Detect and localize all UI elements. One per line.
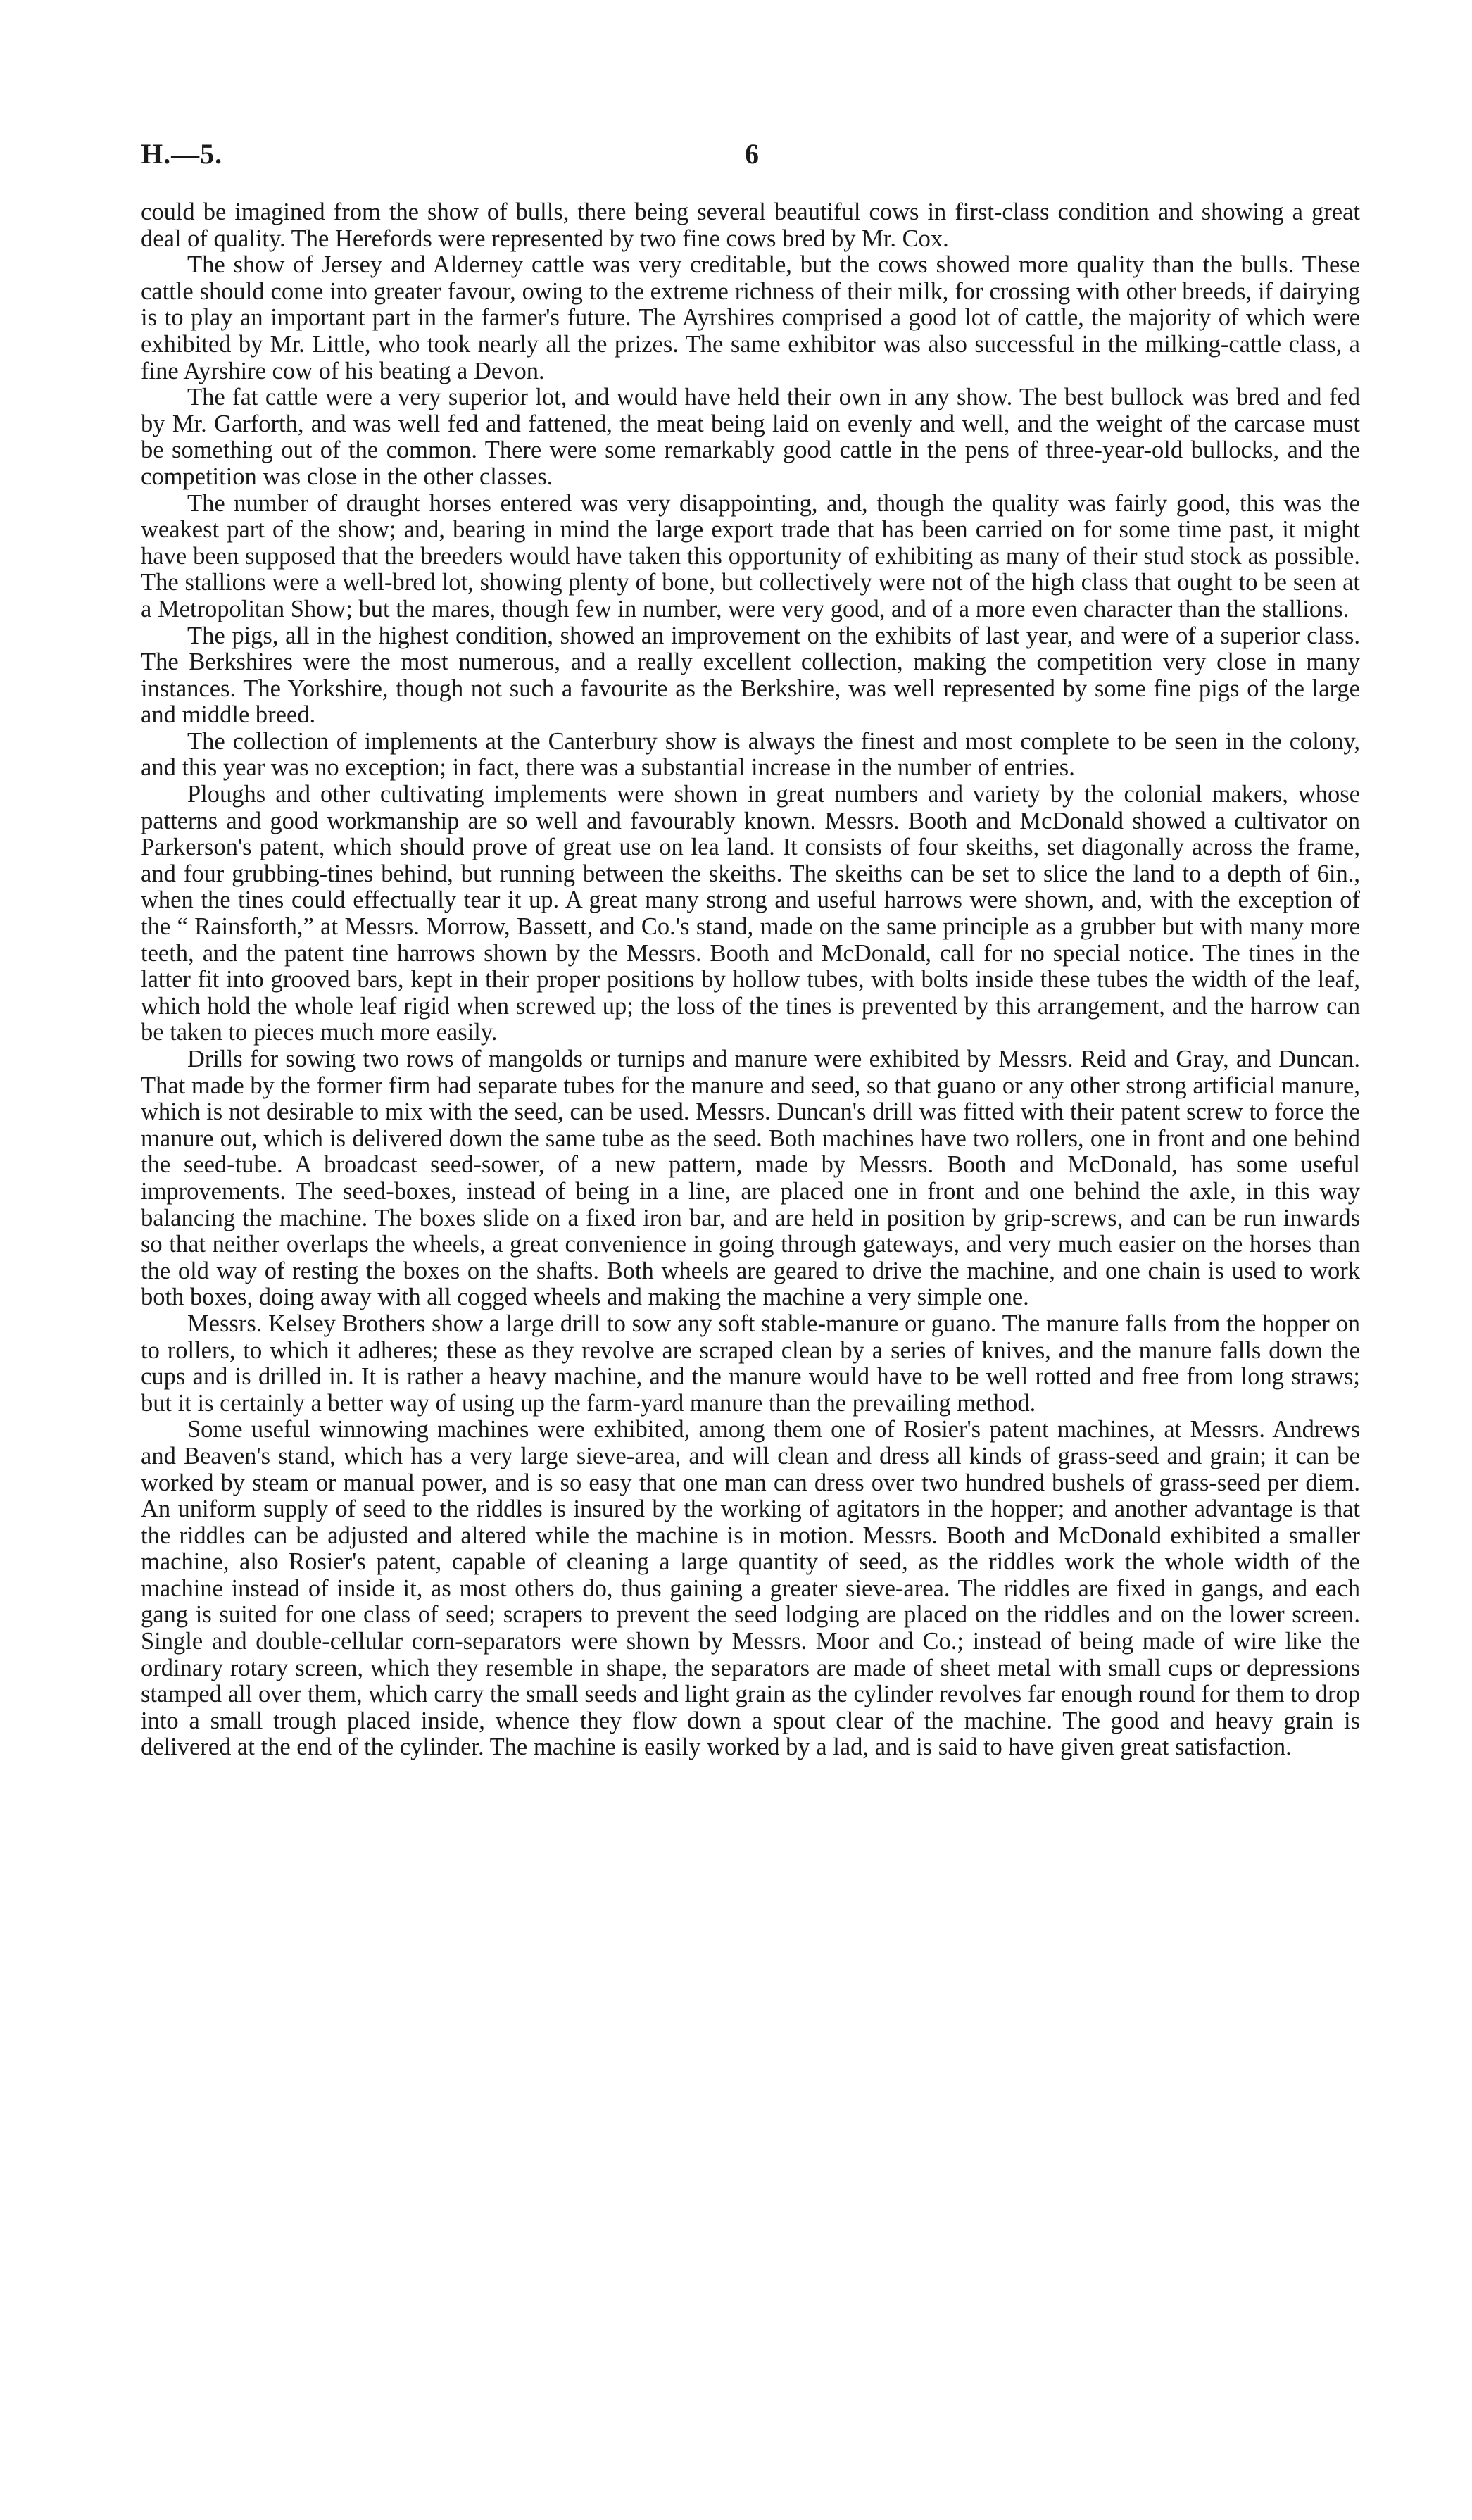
- paragraph-bulls-cows: could be imagined from the show of bulls, there being several beautiful cows in first-class condition and showing a great deal of quality. The Herefords were represented by two fine cows bred by Mr. Cox.: [141, 199, 1360, 252]
- document-reference: H.—5.: [141, 138, 223, 170]
- paragraph-ploughs-harrows: Ploughs and other cultivating implements were shown in great numbers and variety by the colonial makers, whose patterns and good workmanship are so well and favourably known. Messrs. Booth and McDonald showed a cultivator on Parkerson's patent, which should prove of great use on lea land. It consists of four skeiths, set diagonally across the frame, and four grubbing-tines behind, but running between the skeiths. The skeiths can be set to slice the land to a depth of 6in., when the tines could effectually tear it up. A great many strong and useful harrows were shown, and, with the exception of the “ Rainsforth,” at Messrs. Morrow, Bassett, and Co.'s stand, made on the same principle as a grubber but with many more teeth, and the patent tine harrows shown by the Messrs. Booth and McDonald, call for no special notice. The tines in the latter fit into grooved bars, kept in their proper positions by hollow tubes, with bolts inside these tubes the width of the leaf, which hold the whole leaf rigid when screwed up; the loss of the tines is prevented by this arrangement, and the harrow can be taken to pieces much more easily.: [141, 781, 1360, 1046]
- paragraph-drills-sowers: Drills for sowing two rows of mangolds or turnips and manure were exhibited by Messrs. Reid and Gray, and Duncan. That made by the former firm had separate tubes for the manure and seed, so that guano or any other strong artificial manure, which is not desirable to mix with the seed, can be used. Messrs. Duncan's drill was fitted with their patent screw to force the manure out, which is delivered down the same tube as the seed. Both machines have two rollers, one in front and one behind the seed-tube. A broadcast seed-sower, of a new pattern, made by Messrs. Booth and McDonald, has some useful improvements. The seed-boxes, instead of being in a line, are placed one in front and one behind the axle, in this way balancing the machine. The boxes slide on a fixed iron bar, and are held in position by grip-screws, and can be run inwards so that neither overlaps the wheels, a great convenience in going through gateways, and very much easier on the horses than the old way of resting the boxes on the shafts. Both wheels are geared to drive the machine, and one chain is used to work both boxes, doing away with all cogged wheels and making the machine a very simple one.: [141, 1046, 1360, 1311]
- body-text: [141, 199, 1360, 1761]
- paragraph-jersey-ayrshire: The show of Jersey and Alderney cattle was very creditable, but the cows showed more quality than the bulls. These cattle should come into greater favour, owing to the extreme richness of their milk, for crossing with other breeds, if dairying is to play an important part in the farmer's future. The Ayrshires comprised a good lot of cattle, the majority of which were exhibited by Mr. Little, who took nearly all the prizes. The same exhibitor was also successful in the milking-cattle class, a fine Ayrshire cow of his beating a Devon.: [141, 251, 1360, 384]
- paragraph-draught-horses: The number of draught horses entered was very disappointing, and, though the quality was fairly good, this was the weakest part of the show; and, bearing in mind the large export trade that has been carried on for some time past, it might have been supposed that the breeders would have taken this opportunity of exhibiting as many of their stud stock as possible. The stallions were a well-bred lot, showing plenty of bone, but collectively were not of the high class that ought to be seen at a Metropolitan Show; but the mares, though few in number, were very good, and of a more even character than the stallions.: [141, 489, 1360, 622]
- paragraph-implements: The collection of implements at the Canterbury show is always the finest and most complete to be seen in the colony, and this year was no exception; in fact, there was a substantial increase in the number of entries.: [141, 727, 1360, 782]
- page-header: [141, 137, 1360, 187]
- paragraph-kelsey-drill: Messrs. Kelsey Brothers show a large drill to sow any soft stable-manure or guano. The manure falls from the hopper on to rollers, to which it adheres; these as they revolve are scraped clean by a series of knives, and the manure falls down the cups and is drilled in. It is rather a heavy machine, and the manure would have to be well rotted and free from long straws; but it is certainly a better way of using up the farm-yard manure than the prevailing method.: [141, 1310, 1360, 1417]
- paragraph-winnowing-machines: Some useful winnowing machines were exhibited, among them one of Rosier's patent machines, at Messrs. Andrews and Beaven's stand, which has a very large sieve-area, and will clean and dress all kinds of grass-seed and grain; it can be worked by steam or manual power, and is so easy that one man can dress over two hundred bushels of grass-seed per diem. An uniform supply of seed to the riddles is insured by the working of agitators in the hopper; and another advantage is that the riddles can be adjusted and altered while the machine is in motion. Messrs. Booth and McDonald exhibited a smaller machine, also Rosier's patent, capable of cleaning a large quantity of seed, as the riddles work the whole width of the machine instead of inside it, as most others do, thus gaining a greater sieve-area. The riddles are fixed in gangs, and each gang is suited for one class of seed; scrapers to prevent the seed lodging are placed on the riddles and on the lower screen. Single and double-cellular corn-separators were shown by Messrs. Moor and Co.; instead of being made of wire like the ordinary rotary screen, which they resemble in shape, the separators are made of sheet metal with small cups or depressions stamped all over them, which carry the small seeds and light grain as the cylinder revolves far enough round for them to drop into a small trough placed inside, whence they flow down a spout clear of the machine. The good and heavy grain is delivered at the end of the cylinder. The machine is easily worked by a lad, and is said to have given great satisfaction.: [141, 1416, 1360, 1761]
- paragraph-pigs: The pigs, all in the highest condition, showed an improvement on the exhibits of last year, and were of a superior class. The Berkshires were the most numerous, and a really excellent collection, making the competition very close in many instances. The Yorkshire, though not such a favourite as the Berkshire, was well represented by some fine pigs of the large and middle breed.: [141, 622, 1360, 729]
- page-number: 6: [745, 138, 759, 170]
- document-page: [141, 137, 1360, 1761]
- paragraph-fat-cattle: The fat cattle were a very superior lot, and would have held their own in any show. The best bullock was bred and fed by Mr. Garforth, and was well fed and fattened, the meat being laid on evenly and well, and the weight of the carcase must be something out of the common. There were some remarkably good cattle in the pens of three-year-old bullocks, and the competition was close in the other classes.: [141, 384, 1360, 490]
